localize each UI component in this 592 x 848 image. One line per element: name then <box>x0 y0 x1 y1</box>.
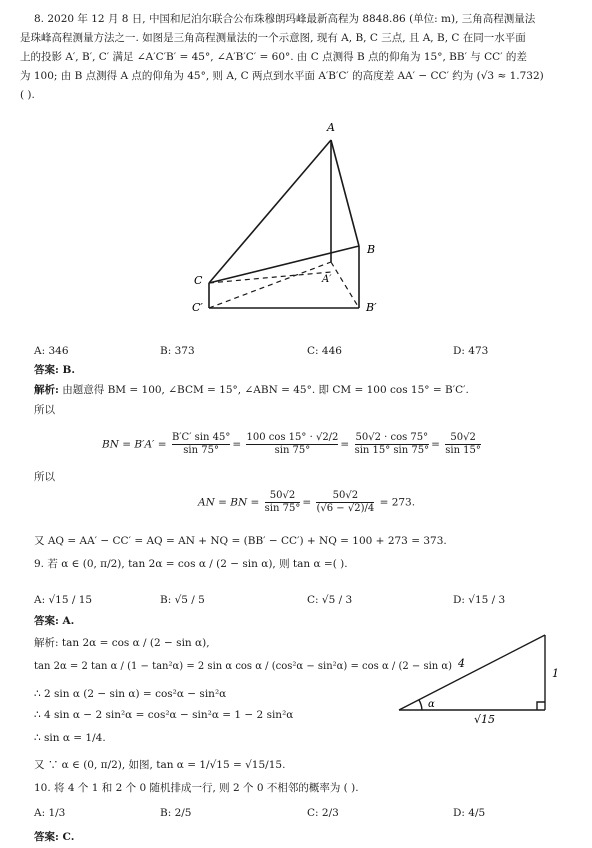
q8-solution-last: 又 AQ = AA′ − CC′ = AQ = AN + NQ = (BB′ − CC′) + NQ = 100 + 273 = 373. <box>34 535 447 547</box>
eq1-lhs: BN = B′A′ = <box>102 438 167 451</box>
eq1-fraction-1: $\frac{B'C' \sin 45^\circ}{\sin 75^\circ}$ <box>171 432 231 456</box>
q9-solution-6: 又 ∵ α ∈ (0, π/2), 如图, tan α = 1/√15 = √15/15. <box>34 759 286 771</box>
q9-option-a: A: √15 / 15 <box>34 594 93 606</box>
q9-solution-2: tan 2α = 2 tan α / (1 − tan²α) = 2 sin α cos α / (cos²α − sin²α) = cos α / (2 − sin α) <box>34 661 453 672</box>
q8-option-c: C: 446 <box>307 345 342 357</box>
q9-answer: 答案: A. <box>34 615 75 627</box>
q9-solution-4: ∴ 4 sin α − 2 sin²α = cos²α − sin²α = 1 − 2 sin²α <box>34 709 294 721</box>
triangle-adjacent-label: √15 <box>474 713 496 725</box>
q9-option-b: B: √5 / 5 <box>160 594 205 606</box>
eq1-fraction-3: $\frac{50√2 \cdot \cos 75^\circ}{\sin 15^\circ \sin 75^\circ}$ <box>354 432 430 456</box>
triangle-hypotenuse-label: 4 <box>458 657 465 670</box>
q8-stem-line2: 是珠峰高程测量方法之一. 如图是三角高程测量法的一个示意图, 现有 A, B, C 三点, 且 A, B, C 在同一水平面 <box>20 32 526 44</box>
eq1-fraction-4: $\frac{50√2}{\sin 15^\circ}$ <box>445 432 481 456</box>
q8-so-1: 所以 <box>34 404 55 416</box>
label-C: C <box>194 274 203 287</box>
q8-answer: 答案: B. <box>34 364 76 376</box>
q8-stem-line5: ( ). <box>20 89 35 101</box>
eq2-fraction-1: $\frac{50√2}{\sin 75^\circ}$ <box>264 490 301 514</box>
q8-option-d: D: 473 <box>453 345 489 357</box>
q8-option-a: A: 346 <box>34 345 69 357</box>
label-B-prime: B′ <box>366 301 377 314</box>
triangle-opposite-label: 1 <box>552 667 559 680</box>
q8-solution-line1 <box>34 383 469 397</box>
q8-solution-text: 由题意得 BM = 100, ∠BCM = 15°, ∠ABN = 45°. 即 CM = 100 cos 15° = B′C′. <box>62 384 469 396</box>
label-C-prime: C′ <box>192 301 203 314</box>
label-A-prime: A′ <box>322 274 332 285</box>
q9-stem: 9. 若 α ∈ (0, π/2), tan 2α = cos α / (2 − sin α), 则 tan α =( ). <box>34 558 348 570</box>
label-B: B <box>367 243 376 256</box>
eq2-tail: = 273. <box>379 496 416 509</box>
q8-stem-line4: 为 100; 由 B 点测得 A 点的仰角为 45°, 则 A, C 两点到水平面 A′B′C′ 的高度差 AA′ − CC′ 约为 (√3 ≈ 1.732) <box>20 70 544 82</box>
q8-equation-an: AN = BN = $\frac{50√2}{\sin 75^\circ}$ = $\frac{50√2}{(√6 - √2)/4}$ = 273. <box>198 490 416 514</box>
label-A: A <box>327 121 335 134</box>
triangle-angle-label: α <box>428 699 435 710</box>
q9-option-c: C: √5 / 3 <box>307 594 353 606</box>
q10-stem: 10. 将 4 个 1 和 2 个 0 随机排成一行, 则 2 个 0 不相邻的概率为 ( ). <box>34 782 359 794</box>
q8-solution-head: 解析: <box>34 384 59 396</box>
q8-stem-line3: 上的投影 A′, B′, C′ 满足 ∠A′C′B′ = 45°, ∠A′B′C′ = 60°. 由 C 点测得 B 点的仰角为 15°, BB′ 与 CC′ 的差 <box>20 51 527 63</box>
q9-solution-5: ∴ sin α = 1/4. <box>34 732 106 744</box>
eq2-lhs: AN = BN = <box>198 496 260 509</box>
q9-right-triangle-figure <box>390 625 560 725</box>
q10-option-d: D: 4/5 <box>453 807 486 819</box>
q10-option-c: C: 2/3 <box>307 807 339 819</box>
q8-option-b: B: 373 <box>160 345 195 357</box>
q8-equation-bn: BN = B′A′ = $\frac{B'C' \sin 45^\circ}{\sin 75^\circ}$ = $\frac{100 \cos 15^\circ \cdot √2/2}{\sin 75^\circ}$ = $\frac{50√2 \cdot \cos 75^\circ}{\sin 15^\circ \sin 75^\circ}$ = $\frac{50√2}{\sin 15^\circ}$ <box>102 432 481 456</box>
q10-option-b: B: 2/5 <box>160 807 192 819</box>
q9-option-d: D: √15 / 3 <box>453 594 506 606</box>
eq1-fraction-2: $\frac{100 \cos 15^\circ \cdot √2/2}{\sin 75^\circ}$ <box>246 432 339 456</box>
q10-answer: 答案: C. <box>34 831 75 843</box>
q8-stem-line1: 8. 2020 年 12 月 8 日, 中国和尼泊尔联合公布珠穆朗玛峰最新高程为 8848.86 (单位: m), 三角高程测量法 <box>34 13 536 25</box>
q9-solution-3: ∴ 2 sin α (2 − sin α) = cos²α − sin²α <box>34 688 227 700</box>
q9-solution-1: 解析: tan 2α = cos α / (2 − sin α), <box>34 637 210 649</box>
q10-option-a: A: 1/3 <box>34 807 66 819</box>
q8-so-2: 所以 <box>34 471 55 483</box>
eq2-fraction-2: $\frac{50√2}{(√6 - √2)/4}$ <box>316 490 375 514</box>
